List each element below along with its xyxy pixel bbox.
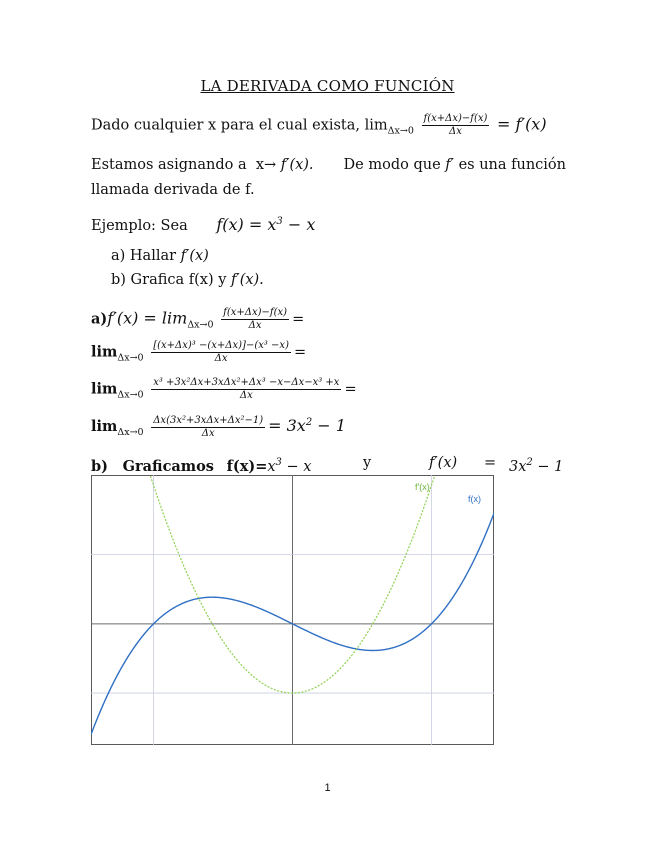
fraction-numerator: Δx(3x²+3xΔx+Δx²−1): [153, 414, 264, 426]
step-1-lhs: f′(x) = lim: [107, 308, 188, 328]
caption-rhs-tail: − 1: [532, 459, 564, 475]
lim-subscript: Δx→0: [187, 319, 214, 331]
fraction-denominator: Δx: [214, 353, 228, 364]
lim-subscript: Δx→0: [117, 427, 144, 438]
caption-fprime: f′(x): [429, 455, 458, 471]
step-2-fraction: [151, 340, 291, 365]
step-4: [91, 413, 346, 443]
step-4-result: = 3x: [268, 416, 306, 435]
caption-rhs: 3x: [509, 459, 527, 475]
example-function: f(x) = x: [216, 215, 277, 234]
step-3: [91, 377, 357, 406]
fraction-denominator: Δx: [201, 427, 215, 439]
step-3-fraction: [151, 377, 341, 402]
assign-math: f′(x).: [280, 157, 314, 173]
function-graph: [91, 475, 494, 745]
assign-text: Estamos asignando a: [91, 157, 247, 173]
step-1-fraction: [221, 307, 289, 332]
graph-caption: [91, 453, 566, 477]
item-b-text: b) Grafica f(x) y: [111, 272, 227, 288]
caption-graficamos: Graficamos: [122, 458, 214, 475]
lim-text: lim: [91, 380, 118, 398]
caption-rhs-exp: 2: [526, 457, 533, 468]
step-4-tail: − 1: [312, 416, 346, 435]
example-line: [91, 212, 315, 236]
step-2: [91, 340, 306, 369]
caption-y: y: [363, 455, 372, 471]
page-number: 1: [324, 782, 331, 794]
fraction-denominator: Δx: [449, 126, 462, 137]
assign-text-2: De modo que: [343, 157, 441, 173]
caption-eq: =: [484, 455, 497, 471]
definition-line: [91, 113, 547, 142]
fraction-numerator: x³ +3x²Δx+3xΔx²+Δx³ −x−Δx−x³ +x: [153, 377, 340, 388]
lim-subscript: Δx→0: [387, 125, 414, 137]
difference-quotient: [422, 113, 490, 138]
derivative-symbol: = f′(x): [497, 114, 547, 134]
page-title: LA DERIVADA COMO FUNCIÓN: [200, 77, 455, 95]
equals-sign: =: [344, 381, 357, 398]
example-tail: − x: [282, 215, 316, 234]
step-1-prefix: a): [91, 310, 108, 328]
legend-fprime: f'(x): [415, 482, 430, 492]
legend-f: f(x): [468, 494, 481, 504]
caption-b: b): [91, 458, 108, 475]
example-label: Ejemplo: Sea: [91, 218, 188, 234]
assign-text-3: es una función: [458, 157, 566, 173]
equals-sign: =: [292, 311, 305, 328]
lim-subscript: Δx→0: [117, 389, 144, 401]
caption-fx: f(x)=: [226, 458, 268, 475]
fraction-numerator: f(x+Δx)−f(x): [223, 307, 288, 318]
item-a-math: f′(x): [180, 248, 209, 264]
caption-fx-math: x: [267, 459, 276, 475]
fraction-denominator: Δx: [248, 320, 262, 331]
caption-fx-exp: 3: [275, 457, 282, 468]
definition-text: Dado cualquier x para el cual exista, lim: [91, 117, 388, 134]
fraction-numerator: f(x+Δx)−f(x): [423, 113, 488, 124]
fraction-numerator: [(x+Δx)³ −(x+Δx)]−(x³ −x): [153, 340, 289, 351]
item-b-math: f′(x).: [231, 272, 264, 288]
example-exponent: 3: [276, 216, 283, 227]
assign-text-4: llamada derivada de f.: [91, 182, 255, 198]
step-4-fraction: [151, 415, 265, 440]
step-4-exponent: 2: [305, 417, 313, 428]
fprime-symbol: f′: [445, 157, 454, 173]
caption-fx-tail: − x: [281, 459, 312, 475]
equals-sign: =: [293, 344, 307, 361]
fraction-denominator: Δx: [239, 390, 253, 401]
step-1: [91, 307, 304, 336]
lim-text: lim: [91, 343, 118, 361]
item-b: [111, 270, 264, 290]
assignment-paragraph: [91, 155, 566, 200]
item-a: [111, 246, 209, 266]
item-a-text: a) Hallar: [111, 248, 177, 264]
lim-text: lim: [91, 418, 118, 435]
assign-arrow: x→: [255, 157, 277, 173]
lim-subscript: Δx→0: [117, 352, 144, 364]
